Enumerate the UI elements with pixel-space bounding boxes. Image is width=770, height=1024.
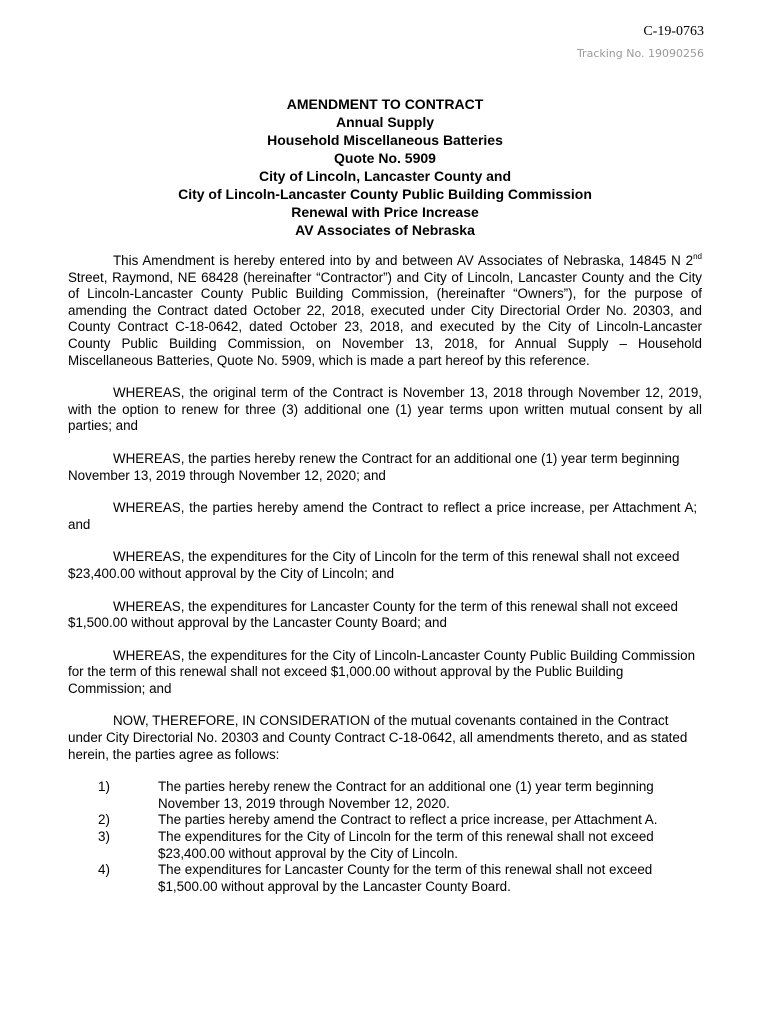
tracking-number: Tracking No. 19090256	[576, 47, 704, 60]
title-line: Annual Supply	[336, 114, 434, 130]
intro-superscript: nd	[693, 252, 702, 261]
list-number: 4)	[98, 862, 110, 878]
title-line: Quote No. 5909	[334, 150, 436, 166]
whereas-paragraph: WHEREAS, the parties hereby amend the Contract to reflect a price increase, per Attachment A; and	[68, 500, 698, 532]
list-number: 2)	[98, 812, 110, 828]
document-body	[68, 253, 702, 895]
title-line: AMENDMENT TO CONTRACT	[286, 96, 484, 112]
list-text: The expenditures for Lancaster County for the term of this renewal shall not exceed $1,500.00 without approval by the Lancaster County Board.	[158, 862, 653, 894]
list-item	[68, 779, 702, 812]
list-item	[68, 829, 702, 862]
list-item	[68, 862, 702, 895]
whereas-paragraph: WHEREAS, the original term of the Contract is November 13, 2018 through November 12, 2019, with the option to renew for three (3) additional one (1) year terms upon written mutual consent by all parties; and	[68, 385, 702, 434]
document-title	[0, 95, 770, 239]
list-text: The parties hereby renew the Contract for an additional one (1) year term beginning November 13, 2019 through November 12, 2020.	[158, 779, 654, 811]
list-number: 3)	[98, 829, 110, 845]
title-line: AV Associates of Nebraska	[295, 222, 475, 238]
now-therefore-paragraph: NOW, THEREFORE, IN CONSIDERATION of the mutual covenants contained in the Contract under City Directorial No. 20303 and County Contract C-18-0642, all amendments thereto, and as stated herein, the parties agree as follows:	[68, 713, 688, 762]
title-line: City of Lincoln, Lancaster County and	[258, 168, 512, 184]
contract-reference: C-19-0763	[643, 24, 704, 39]
list-text: The expenditures for the City of Lincoln for the term of this renewal shall not exceed $23,400.00 without approval by the City of Lincoln.	[158, 829, 654, 861]
whereas-paragraph: WHEREAS, the expenditures for the City of Lincoln for the term of this renewal shall not exceed $23,400.00 without approval by the City of Lincoln; and	[68, 549, 680, 581]
list-number: 1)	[98, 779, 110, 795]
title-line: Household Miscellaneous Batteries	[267, 132, 503, 148]
intro-text-start: This Amendment is hereby entered into by and between AV Associates of Nebraska, 14845 N 2	[113, 253, 694, 268]
intro-paragraph	[68, 253, 702, 369]
whereas-paragraph: WHEREAS, the expenditures for Lancaster County for the term of this renewal shall not exceed $1,500.00 without approval by the Lancaster County Board; and	[68, 598, 678, 631]
list-item	[68, 812, 702, 829]
agreement-list	[68, 779, 702, 895]
intro-text-end: Street, Raymond, NE 68428 (hereinafter “Contractor”) and City of Lincoln, Lancaster County and the City of Lincoln-Lancaster County Public Building Commission, (hereinafter “Owners”), for the purpose of amending the Contract dated October 22, 2018, executed under City Directorial Order No. 20303, and County Contract C-18-0642, dated October 23, 2018, and executed by the City of Lincoln-Lancaster County Public Building Commission, on November 13, 2018, for Annual Supply – Household Miscellaneous Batteries, Quote No. 5909, which is made a part hereof by this reference.	[68, 269, 702, 368]
list-text: The parties hereby amend the Contract to reflect a price increase, per Attachment A.	[158, 812, 658, 828]
whereas-paragraph: WHEREAS, the parties hereby renew the Contract for an additional one (1) year term beginning November 13, 2019 through November 12, 2020; and	[68, 450, 680, 483]
whereas-paragraph: WHEREAS, the expenditures for the City of Lincoln-Lancaster County Public Building Commission for the term of this renewal shall not exceed $1,000.00 without approval by the Public Building Commission; and	[68, 647, 696, 696]
title-line: City of Lincoln-Lancaster County Public Building Commission	[178, 186, 592, 202]
title-line: Renewal with Price Increase	[291, 204, 479, 220]
